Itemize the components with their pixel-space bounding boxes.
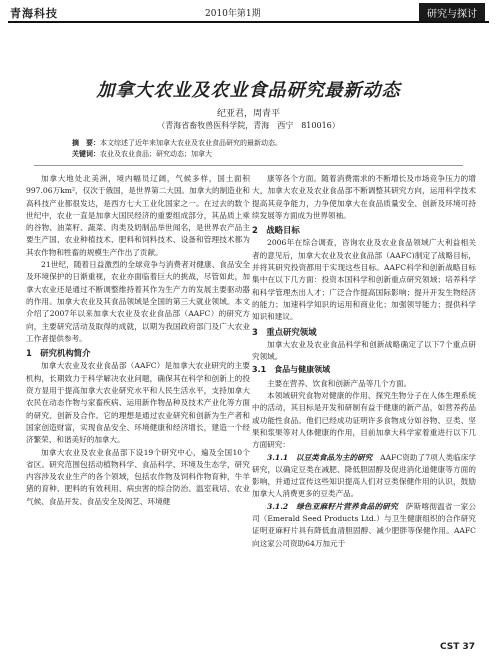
left-column <box>26 173 250 508</box>
subsubsection-title: 3.1.2 绿色亚麻籽片营养食品的研究 <box>267 501 398 511</box>
subsubsection-text: AAFC资助了7项人类临床学研究，以确定豆类在减肥、降低胆固醇及促进消化道健康等方面的影响，并通过宣传这些知识提高人们对豆类保健作用的认识，鼓励加拿大人消费更多的豆类产品。 <box>252 452 476 499</box>
keywords-label: 关键词： <box>72 150 100 158</box>
keywords-text: 农业及农业食品；研究动态；加拿大 <box>100 150 212 158</box>
article-title: 加拿大农业及农业食品研究最新动态 <box>96 80 401 101</box>
abstract-rule <box>34 165 463 166</box>
paragraph <box>252 501 476 550</box>
abstract-block <box>72 138 282 160</box>
abstract-line <box>72 138 282 149</box>
section-heading: 3 重点研究领域 <box>252 326 317 337</box>
paragraph: 21世纪，随着日益激烈的全球竞争与消费者对健康、食品安全及环境保护的日渐重视，农业亦面临着巨大的挑战，尽管如此，加拿大农业还是通过不断调整维持着其作为生产力的发展主要驱动器的作用。加拿大农业及其食品领域是全国的第三大就业领域。本文介绍了2007年以来加拿大农业及农业食品部（AAFC）的研究方向，主要研究活动及取得的成就，以期为我国政府部门及广大农业工作者提供参考。 <box>26 260 250 343</box>
section-heading: 1 研究机构简介 <box>26 348 91 359</box>
subsubsection-text: 萨斯喀彻温省一家公司（Emerald Seed Products Ltd.）与卫生健康组织的合作研究证明亚麻籽片具有降低血清胆固醇、减少肥胖等保健作用。AAFC向这家公司资助64万加元于 <box>252 501 477 548</box>
paragraph <box>252 452 476 501</box>
right-column <box>252 173 476 550</box>
article-affiliation: （青海省畜牧兽医科学院，青海 西宁 810016） <box>157 121 340 130</box>
keywords-line <box>72 149 282 160</box>
subsection-heading: 3.1 食品与健康领域 <box>252 365 331 375</box>
abstract-label: 摘 要： <box>72 139 100 147</box>
subsubsection-title: 3.1.1 以豆类食品为主的研究 <box>267 452 373 462</box>
issue-number: 2010年第1期 <box>205 9 261 19</box>
section-badge: 研究与探讨 <box>419 3 485 22</box>
paragraph: 主要在营养、饮食和创新产品等几个方面。 <box>267 378 412 388</box>
paragraph: 加拿大农业及农业食品部下设19个研究中心，遍及全国10个省区。研究范围包括动植物科学、食品科学、环境及生态学，研究内容涉及农业生产的各个领域，包括农作物及饲料作物育种，牛羊猪的育种、肥料的有效利用、病虫害的综合防治、温室栽培、农业气候、食品开发、食品安全及阀艺、环境健 <box>26 447 250 506</box>
abstract-text: 本文综述了近年来加拿大农业及农业食品研究的最新动态。 <box>100 139 282 147</box>
page-number: CST 37 <box>439 642 475 652</box>
paragraph: 加拿大农业及农业食品部（AAFC）是加拿大农业研究的主要机构，长期致力于科学解决农业问题，确保其在科学和创新上的投资方显用于提高加拿大农业研究水平和人民生活水平，支持加拿大农民在动态作物与家畜疾病、运用新作物品种及技术产业化等方面的研究、创新及合作。它的理想是通过农业研究和创新为生产者和国家创造财富，实现食品安全、环境健康和经济增长，建造一个经济繁荣、和谐美好的加拿大。 <box>26 361 250 445</box>
header-rule <box>8 21 489 23</box>
article-authors: 纪亚君，周青平 <box>216 109 280 119</box>
section-heading: 2 战略目标 <box>252 225 300 236</box>
paragraph: 加拿大农业及农业食品科学和创新战略确定了以下7个重点研究领域。 <box>252 339 476 362</box>
paragraph: 加拿大地处北美洲，境内幅员辽阔，气候多样，国土面积997.06万km²，仅次于俄国，是世界第二大国。加拿大的制造业和高科技产业都很发达，是西方七大工业化国家之一。在过去的数个世纪中，农业一直是加拿大国民经济的重要组成部分，其品质上乘的谷物、油菜籽、蔬菜、肉类及奶制品举世闻名，是世界农产品主要生产国、农业种植技术、肥料和饲料技术、设备和管理技术都为其农作物和牲畜的规模生产作出了贡献。 <box>26 174 250 257</box>
paragraph: 本领域研究食物对健康的作用、探究生物分子在人体生理系统中的活动，其目标是开发和研制有益于健康的新产品，如营养药品或功能性食品。他们已经成功证明许多食物成分如谷物、豆类、坚果和浆果等对人体健康的作用，目前加拿大科学家着重进行以下几方面研究： <box>252 391 476 450</box>
paragraph: 康等各个方面。随着消费需求的不断增长及市场竞争压力的增大，加拿大农业及农业食品部不断调整其研究方向，运用科学技术提高其竞争能力，力争使加拿大在食品质量安全、创新及环境可持续发展等方面成为世界领袖。 <box>252 174 476 220</box>
journal-name: 青海科技 <box>10 7 58 20</box>
page-header <box>0 0 497 24</box>
paragraph: 2006年在综合调查，咨询农业及农业食品领域广大利益相关者的意见后，加拿大农业及农业食品部（AAFC)制定了战略目标，并将其研究投资都用于实现这些目标。AAFC科学和创新战略目标集中在以下几方面：投资本国科学和创新重点研究领域；培养科学和科学管理杰出人才；广泛合作提高国际影响；提升开发生物经济的能力；加速科学知识的运用和商业化；加强领导能力；提供科学知识和建议。 <box>252 238 476 322</box>
